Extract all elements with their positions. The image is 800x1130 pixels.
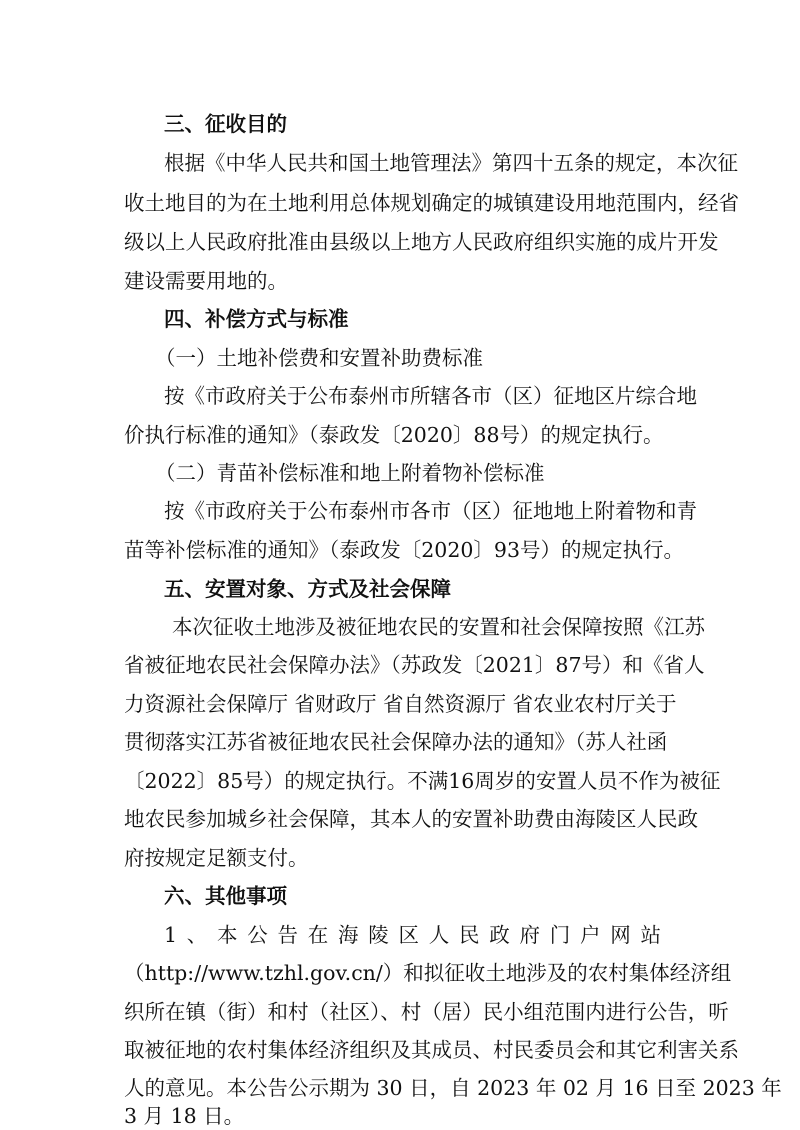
section-4-sub2-line: 苗等补偿标准的通知》（泰政发〔2020〕93号）的规定执行。 — [124, 538, 685, 562]
section-3-line: 建设需要用地的。 — [124, 269, 288, 293]
section-4-sub1: （一）土地补偿费和安置补助费标准 — [155, 346, 483, 370]
section-5-line: 〔2022〕85号）的规定执行。不满16周岁的安置人员不作为被征 — [124, 769, 721, 793]
section-3-heading: 三、征收目的 — [164, 112, 287, 136]
section-3-line: 级以上人民政府批准由县级以上地方人民政府组织实施的成片开发 — [124, 230, 719, 254]
section-3-line: 收土地目的为在土地利用总体规划确定的城镇建设用地范围内，经省 — [124, 191, 739, 215]
section-3-line: 根据《中华人民共和国土地管理法》第四十五条的规定，本次征 — [164, 151, 738, 175]
section-4-sub1-line: 按《市政府关于公布泰州市所辖各市（区）征地区片综合地 — [164, 384, 697, 408]
section-6-line: 1、本公告在海陵区人民政府门户网站 — [164, 923, 661, 947]
section-6-line: 3 月 18 日。 — [124, 1104, 245, 1128]
section-5-line: 地农民参加城乡社会保障，其本人的安置补助费由海陵区人民政 — [124, 807, 698, 831]
section-5-line: 省被征地农民社会保障办法》（苏政发〔2021〕87号）和《省人 — [124, 653, 705, 677]
section-5-line: 贯彻落实江苏省被征地农民社会保障办法的通知》（苏人社函 — [124, 730, 668, 754]
section-4-heading: 四、补偿方式与标准 — [164, 307, 349, 331]
section-6-line: 织所在镇（街）和村（社区）、村（居）民小组范围内进行公告，听 — [124, 1000, 729, 1024]
section-6-line: 人的意见。本公告公示期为 30 日，自 2023 年 02 月 16 日至 2023 年 — [124, 1076, 782, 1100]
section-6-line: （http://www.tzhl.gov.cn/）和拟征收土地涉及的农村集体经济组 — [124, 961, 732, 985]
section-5-line: 本次征收土地涉及被征地农民的安置和社会保障按照《江苏 — [172, 615, 705, 639]
section-5-line: 府按规定足额支付。 — [124, 846, 309, 870]
section-4-sub2: （二）青苗补偿标准和地上附着物补偿标准 — [155, 461, 545, 485]
section-6-heading: 六、其他事项 — [164, 884, 287, 908]
section-5-line: 力资源社会保障厅 省财政厅 省自然资源厅 省农业农村厅关于 — [124, 692, 677, 716]
section-4-sub1-line: 价执行标准的通知》（泰政发〔2020〕88号）的规定执行。 — [124, 423, 664, 447]
section-5-heading: 五、安置对象、方式及社会保障 — [164, 577, 451, 601]
section-6-line: 取被征地的农村集体经济组织及其成员、村民委员会和其它利害关系 — [124, 1038, 739, 1062]
section-4-sub2-line: 按《市政府关于公布泰州市各市（区）征地地上附着物和青 — [164, 499, 697, 523]
